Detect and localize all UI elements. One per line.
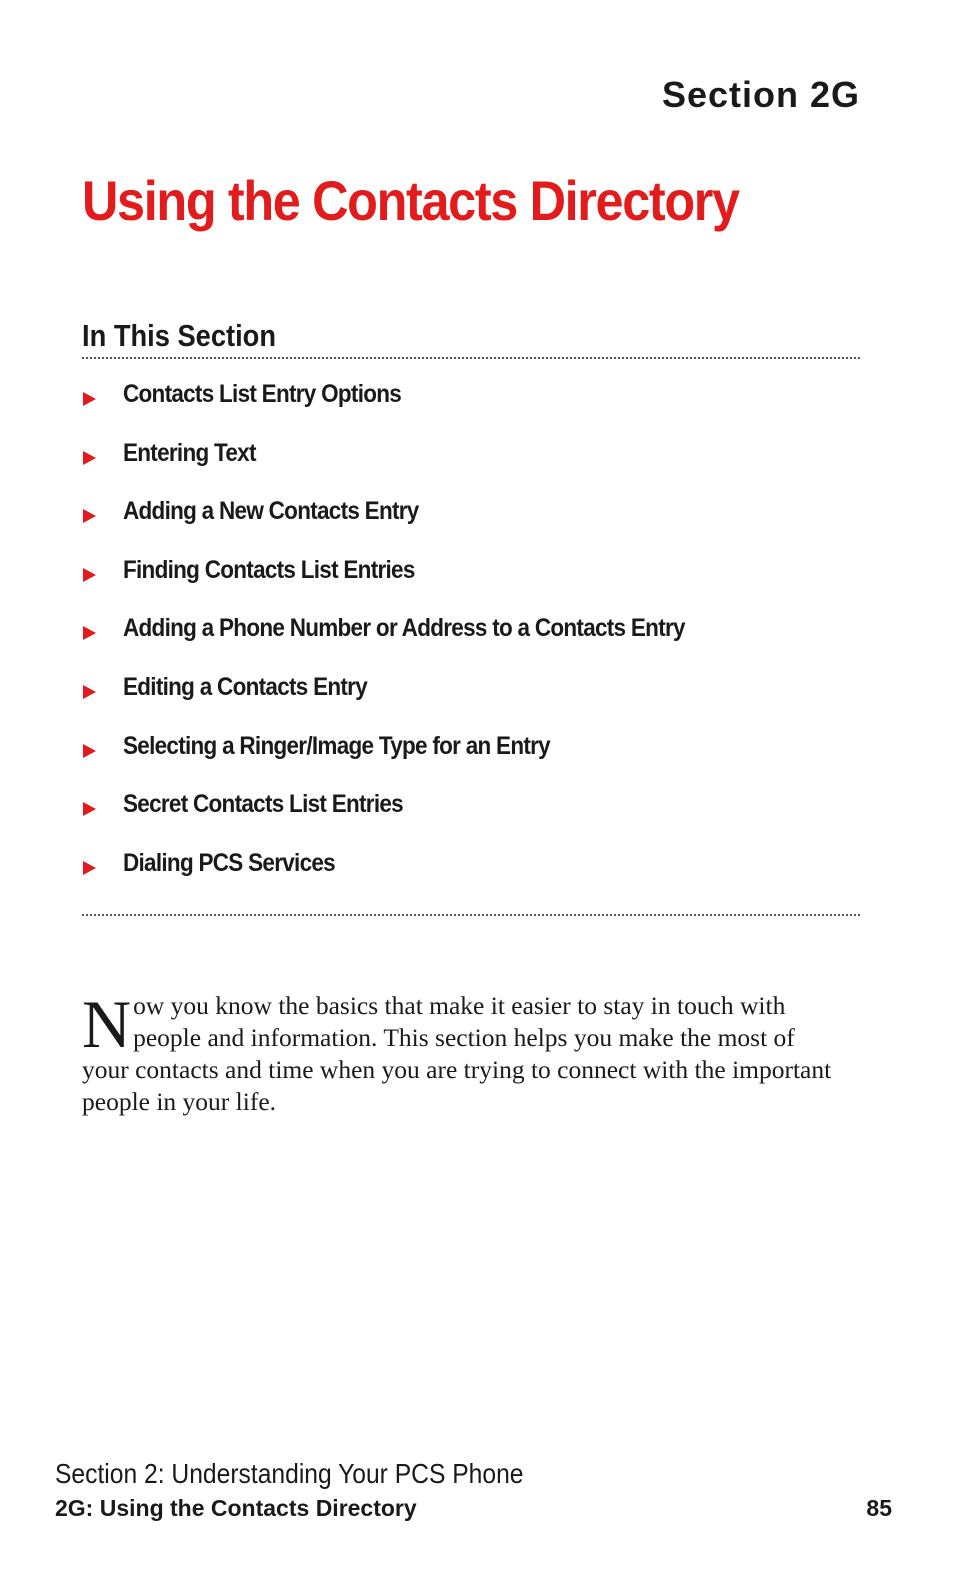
footer-section-title: Section 2: Understanding Your PCS Phone bbox=[55, 1458, 524, 1489]
triangle-bullet-icon bbox=[83, 509, 96, 523]
toc-item[interactable] bbox=[82, 380, 860, 439]
toc-divider-top bbox=[82, 357, 860, 359]
toc-item[interactable] bbox=[82, 673, 860, 732]
toc-divider-bottom bbox=[82, 914, 860, 916]
toc-item-label: Entering Text bbox=[123, 438, 256, 467]
toc-list bbox=[82, 380, 860, 907]
toc-item-label: Adding a Phone Number or Address to a Contacts Entry bbox=[123, 614, 685, 643]
triangle-bullet-icon bbox=[83, 744, 96, 758]
page-title: Using the Contacts Directory bbox=[82, 169, 739, 232]
intro-text: ow you know the basics that make it easier to stay in touch with people and information. This section helps you make the most of your contacts and time when you are trying to connect with the important people in your life. bbox=[82, 991, 832, 1116]
toc-item-label: Adding a New Contacts Entry bbox=[123, 497, 419, 526]
toc-item-label: Selecting a Ringer/Image Type for an Entry bbox=[123, 731, 550, 760]
triangle-bullet-icon bbox=[83, 685, 96, 699]
triangle-bullet-icon bbox=[83, 451, 96, 465]
toc-item[interactable] bbox=[82, 614, 860, 673]
toc-item-label: Contacts List Entry Options bbox=[123, 380, 402, 408]
section-label: Section 2G bbox=[661, 74, 860, 115]
triangle-bullet-icon bbox=[83, 626, 96, 640]
toc-item[interactable] bbox=[82, 556, 860, 615]
toc-item[interactable] bbox=[82, 497, 860, 556]
toc-item[interactable] bbox=[82, 849, 860, 908]
toc-item-label: Editing a Contacts Entry bbox=[123, 672, 367, 701]
toc-item[interactable] bbox=[82, 790, 860, 849]
triangle-bullet-icon bbox=[83, 802, 96, 816]
toc-item[interactable] bbox=[82, 732, 860, 791]
footer-chapter-title: 2G: Using the Contacts Directory bbox=[55, 1495, 417, 1521]
toc-item-label: Secret Contacts List Entries bbox=[123, 790, 403, 819]
toc-item[interactable] bbox=[82, 439, 860, 498]
toc-heading: In This Section bbox=[82, 318, 277, 353]
drop-cap: N bbox=[82, 986, 132, 1062]
page-number: 85 bbox=[866, 1495, 892, 1521]
triangle-bullet-icon bbox=[83, 392, 96, 406]
intro-paragraph bbox=[82, 986, 842, 1118]
triangle-bullet-icon bbox=[83, 861, 96, 875]
toc-item-label: Dialing PCS Services bbox=[123, 848, 335, 877]
toc-item-label: Finding Contacts List Entries bbox=[123, 555, 415, 584]
triangle-bullet-icon bbox=[83, 568, 96, 582]
